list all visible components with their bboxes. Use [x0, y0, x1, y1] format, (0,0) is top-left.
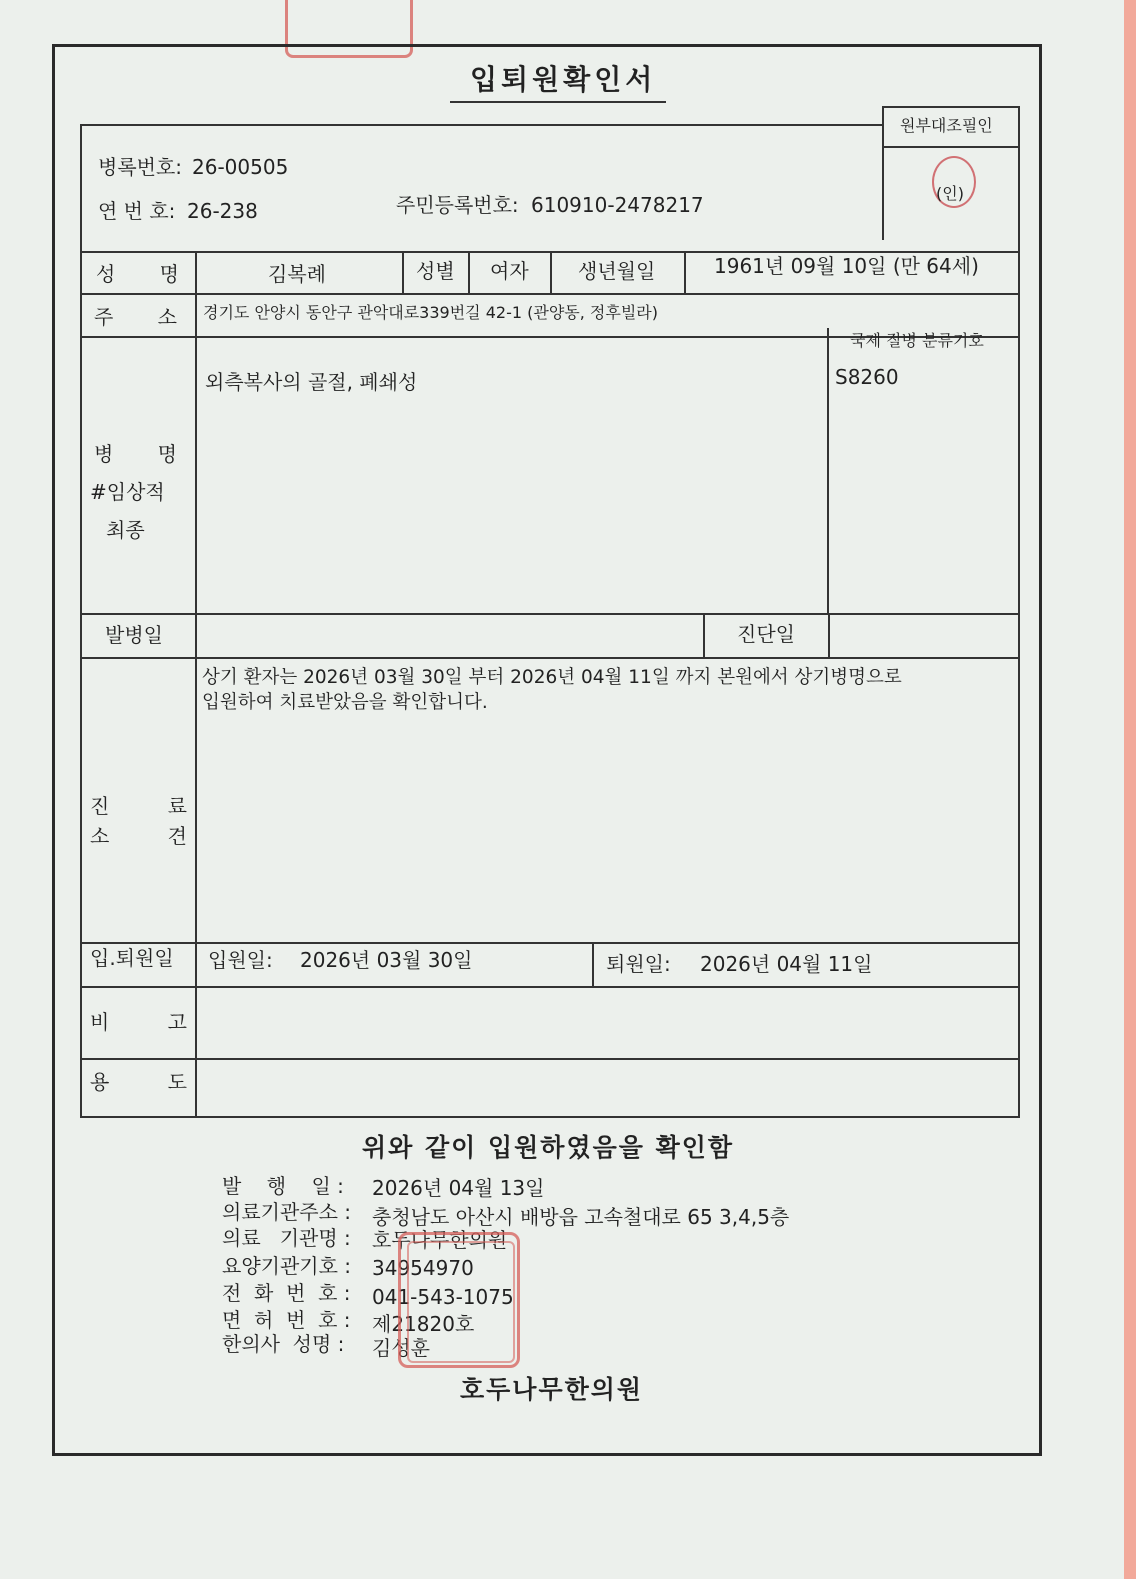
clinic-address-label: 의료기관주소 : — [222, 1200, 352, 1224]
serial-number-label: 연 번 호: — [98, 199, 176, 223]
provider-code-label: 요양기관기호 : — [222, 1254, 352, 1278]
issue-date: 2026년 04월 13일 — [372, 1176, 545, 1200]
clinic-address: 충청남도 아산시 배방읍 고속철대로 65 3,4,5층 — [372, 1205, 790, 1229]
opinion-line-1: 상기 환자는 2026년 03월 30일 부터 2026년 04월 11일 까지 본원에서 상기병명으로 — [202, 667, 902, 688]
diagnosis-label: 병 명 — [94, 442, 177, 466]
sex-label: 성별 — [416, 259, 455, 283]
clinic-name-label: 의료 기관명 : — [222, 1226, 351, 1250]
remarks-label: 비 고 — [90, 1010, 187, 1034]
clinic-name: 호두나무한의원 — [372, 1228, 508, 1252]
address-label: 주 소 — [94, 305, 177, 329]
phone-number: 041-543-1075 — [372, 1285, 514, 1309]
diagnosis-date-label: 진단일 — [737, 622, 795, 646]
diagnosis-label-final: 최종 — [106, 518, 145, 542]
serial-number: 26-238 — [187, 199, 258, 223]
dob-label: 생년월일 — [578, 259, 656, 283]
patient-name: 김복례 — [268, 262, 326, 286]
opinion-line-2: 입원하여 치료받았음을 확인합니다. — [202, 692, 488, 713]
admit-date: 2026년 03월 30일 — [300, 948, 473, 972]
chart-number-label: 병록번호: — [98, 155, 183, 179]
icd-label: 국제 질병 분류기호 — [850, 331, 984, 350]
document-title: 입퇴원확인서 — [470, 63, 657, 96]
opinion-label-1: 진 료 — [90, 794, 187, 818]
purpose-label: 용 도 — [90, 1070, 187, 1094]
stay-label: 입.퇴원일 — [90, 946, 174, 970]
seal-mark: (인) — [936, 184, 964, 203]
clinic-signature-name: 호두나무한의원 — [460, 1375, 644, 1404]
diagnosis-text: 외측복사의 골절, 폐쇄성 — [205, 370, 418, 394]
patient-dob: 1961년 09월 10일 (만 64세) — [714, 254, 979, 278]
license-number: 제21820호 — [372, 1312, 475, 1336]
clinic-seal — [398, 1232, 520, 1368]
discharge-date: 2026년 04월 11일 — [700, 952, 873, 976]
phone-label: 전 화 번 호 : — [222, 1281, 351, 1305]
name-label: 성 명 — [96, 262, 179, 286]
doctor-name: 김성훈 — [372, 1336, 430, 1360]
issue-date-label: 발 행 일 : — [222, 1174, 344, 1198]
seal-header: 원부대조필인 — [900, 116, 993, 135]
license-label: 면 허 번 호 : — [222, 1308, 351, 1332]
confirm-statement: 위와 같이 입원하였음을 확인함 — [362, 1133, 735, 1162]
patient-sex: 여자 — [490, 259, 529, 283]
rrn-label: 주민등록번호: — [396, 193, 519, 217]
opinion-label-2: 소 견 — [90, 824, 187, 848]
chart-number: 26-00505 — [192, 155, 289, 179]
doctor-name-label: 한의사 성명 : — [222, 1332, 345, 1356]
patient-address: 경기도 안양시 동안구 관악대로339번길 42-1 (관양동, 정후빌라) — [203, 303, 658, 322]
discharge-label: 퇴원일: — [606, 952, 671, 976]
provider-code: 34954970 — [372, 1256, 474, 1280]
onset-label: 발병일 — [105, 623, 163, 647]
admit-label: 입원일: — [208, 948, 273, 972]
diagnosis-label-clinical: #임상적 — [90, 480, 165, 504]
title-underline — [450, 101, 666, 103]
icd-code: S8260 — [835, 365, 899, 389]
rrn: 610910-2478217 — [531, 193, 704, 217]
